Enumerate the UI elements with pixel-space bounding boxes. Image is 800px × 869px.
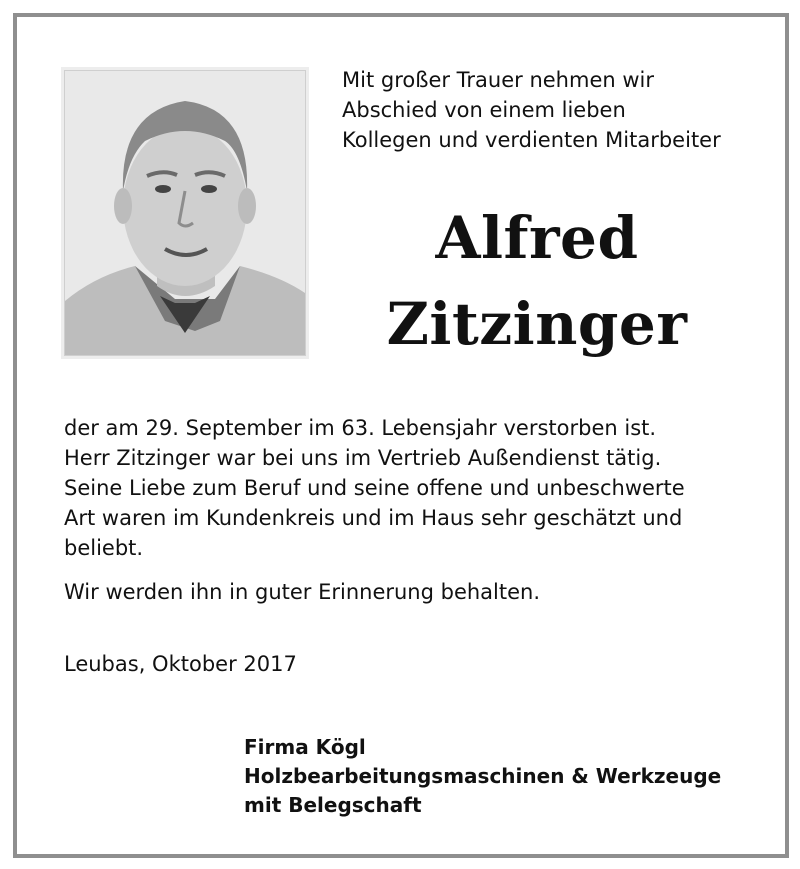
signature-line: mit Belegschaft — [244, 793, 422, 817]
signature-line: Holzbearbeitungsmaschinen & Werkzeuge — [244, 764, 722, 788]
intro-line: Mit großer Trauer nehmen wir — [342, 68, 654, 92]
signature-block — [244, 733, 721, 820]
body-line: Herr Zitzinger war bei uns im Vertrieb Außendienst tätig. — [64, 446, 662, 470]
deceased-name — [317, 195, 757, 367]
intro-text — [342, 65, 772, 155]
portrait-photo — [64, 70, 306, 356]
body-text — [64, 413, 764, 563]
body-line: Art waren im Kundenkreis und im Haus sehr geschätzt und — [64, 506, 683, 530]
body-line: beliebt. — [64, 536, 144, 560]
notice-frame — [13, 13, 789, 858]
intro-line: Abschied von einem lieben — [342, 98, 626, 122]
signature-line: Firma Kögl — [244, 735, 366, 759]
portrait-image — [65, 71, 305, 355]
closing-line: Wir werden ihn in guter Erinnerung behalten. — [64, 580, 541, 604]
body-line: Seine Liebe zum Beruf und seine offene und unbeschwerte — [64, 476, 685, 500]
place-date: Leubas, Oktober 2017 — [64, 652, 297, 676]
last-name: Zitzinger — [386, 290, 688, 358]
intro-line: Kollegen und verdienten Mitarbeiter — [342, 128, 721, 152]
body-line: der am 29. September im 63. Lebensjahr verstorben ist. — [64, 416, 657, 440]
first-name: Alfred — [435, 204, 639, 272]
